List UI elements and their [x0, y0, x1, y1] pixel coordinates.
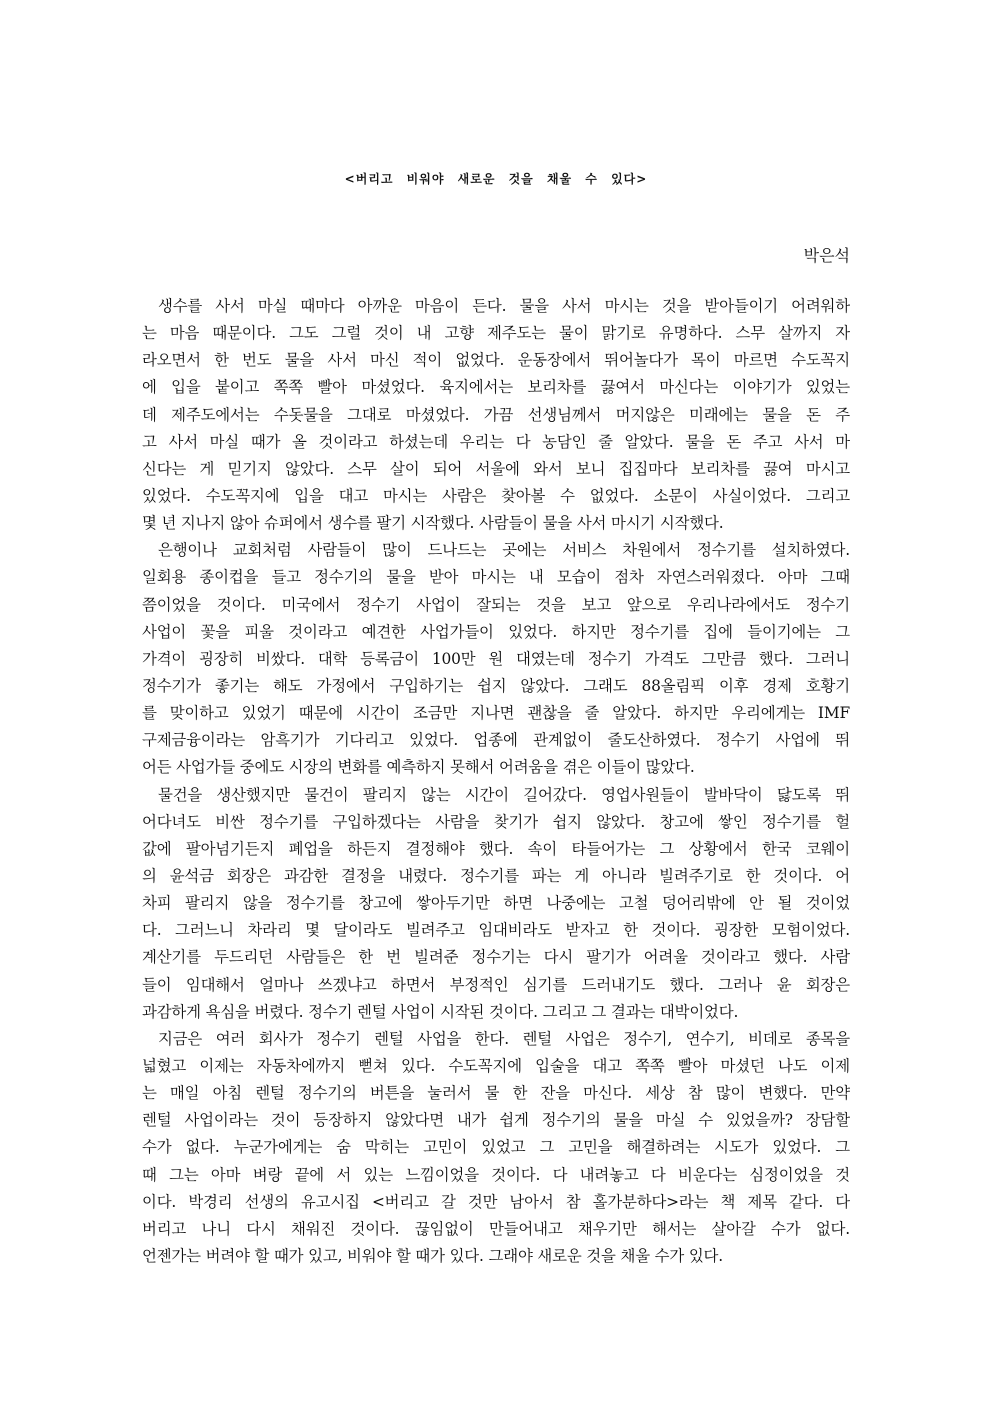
text-line: 지금은 여러 회사가 정수기 렌털 사업을 한다. 렌털 사업은 정수기, 연수기, 비데로 종목을	[158, 1029, 850, 1048]
text-line: 어든 사업가들 중에도 시장의 변화를 예측하지 못해서 어려움을 겪은 이들이 많았다.	[142, 758, 695, 777]
essay-body	[142, 293, 850, 1270]
paragraph	[142, 1026, 850, 1270]
text-line: 넓혔고 이제는 자동차에까지 뻗쳐 있다. 수도꼭지에 입술을 대고 쪽쪽 빨아 마셨던 나도 이제	[142, 1056, 850, 1075]
text-line: 차피 팔리지 않을 정수기를 창고에 쌓아두기만 하면 나중에는 고철 덩어리밖에 안 될 것이었	[142, 894, 850, 913]
text-line: 데 제주도에서는 수돗물을 그대로 마셨었다. 가끔 선생님께서 머지않은 미래에는 물을 돈 주	[142, 405, 850, 424]
text-line: 수가 없다. 누군가에게는 숨 막히는 고민이 있었고 그 고민을 해결하려는 시도가 있었다. 그	[142, 1138, 850, 1157]
text-line: 계산기를 두드리던 사람들은 한 번 빌려준 정수기는 다시 팔기가 어려울 것이라고 했다. 사람	[142, 948, 850, 967]
text-line: 이다. 박경리 선생의 유고시집 <버리고 갈 것만 남아서 참 홀가분하다>라는 책 제목 같다. 다	[142, 1192, 850, 1211]
text-line: 에 입을 붙이고 쪽쪽 빨아 마셨었다. 육지에서는 보리차를 끓여서 마신다는 이야기가 있었는	[142, 378, 850, 397]
author-name: 박은석	[803, 246, 850, 265]
text-line: 라오면서 한 번도 물을 사서 마신 적이 없었다. 운동장에서 뛰어놀다가 목이 마르면 수도꼭지	[142, 351, 850, 370]
text-line: 정수기가 좋기는 해도 가정에서 구입하기는 쉽지 않았다. 그래도 88올림픽 이후 경제 호황기	[142, 676, 850, 695]
text-line: 있었다. 수도꼭지에 입을 대고 마시는 사람은 찾아볼 수 없었다. 소문이 사실이었다. 그리고	[142, 486, 850, 505]
text-line: 은행이나 교회처럼 사람들이 많이 드나드는 곳에는 서비스 차원에서 정수기를 설치하였다.	[158, 541, 850, 560]
text-line: 물건을 생산했지만 물건이 팔리지 않는 시간이 길어갔다. 영업사원들이 발바닥이 닳도록 뛰	[158, 785, 850, 804]
page-title: <버리고 비워야 새로운 것을 채울 수 있다>	[344, 172, 648, 186]
paragraph	[142, 782, 850, 1026]
text-line: 생수를 사서 마실 때마다 아까운 마음이 든다. 물을 사서 마시는 것을 받아들이기 어려워하	[158, 297, 850, 315]
text-line: 쯤이었을 것이다. 미국에서 정수기 사업이 잘되는 것을 보고 앞으로 우리나라에서도 정수기	[142, 595, 850, 614]
text-line: 가격이 굉장히 비쌌다. 대학 등록금이 100만 원 대였는데 정수기 가격도 그만큼 했다. 그러니	[142, 649, 850, 668]
text-line: 때 그는 아마 벼랑 끝에 서 있는 느낌이었을 것이다. 다 내려놓고 다 비운다는 심정이었을 것	[142, 1165, 850, 1184]
text-line: 언젠가는 버려야 할 때가 있고, 비워야 할 때가 있다. 그래야 새로운 것을 채울 수가 있다.	[142, 1246, 724, 1265]
text-line: 고 사서 마실 때가 올 것이라고 하셨는데 우리는 다 농담인 줄 알았다. 물을 돈 주고 사서 마	[142, 432, 850, 451]
text-line: 일회용 종이컵을 들고 정수기의 물을 받아 마시는 내 모습이 점차 자연스러워졌다. 아마 그때	[142, 568, 850, 587]
text-line: 사업이 꽃을 피울 것이라고 예견한 사업가들이 있었다. 하지만 정수기를 집에 들이기에는 그	[142, 622, 850, 641]
text-line: 몇 년 지나지 않아 슈퍼에서 생수를 팔기 시작했다. 사람들이 물을 사서 마시기 시작했다.	[142, 514, 724, 533]
text-line: 렌털 사업이라는 것이 등장하지 않았다면 내가 쉽게 정수기의 물을 마실 수 있었을까? 장담할	[142, 1111, 850, 1130]
text-line: 다. 그러느니 차라리 몇 달이라도 빌려주고 임대비라도 받자고 한 것이다. 굉장한 모험이었다.	[142, 921, 850, 940]
text-line: 버리고 나니 다시 채워진 것이다. 끊임없이 만들어내고 채우기만 해서는 살아갈 수가 없다.	[142, 1219, 850, 1238]
text-line: 들이 임대해서 얼마나 쓰겠냐고 하면서 부정적인 심기를 드러내기도 했다. 그러나 윤 회장은	[142, 975, 850, 994]
text-line: 는 마음 때문이다. 그도 그럴 것이 내 고향 제주도는 물이 맑기로 유명하다. 스무 살까지 자	[142, 324, 850, 343]
text-line: 과감하게 욕심을 버렸다. 정수기 렌털 사업이 시작된 것이다. 그리고 그 결과는 대박이었다.	[142, 1002, 739, 1021]
paragraph	[142, 293, 850, 537]
text-line: 구제금융이라는 암흑기가 기다리고 있었다. 업종에 관계없이 줄도산하였다. 정수기 사업에 뛰	[142, 731, 850, 750]
text-line: 를 맞이하고 있었기 때문에 시간이 조금만 지나면 괜찮을 줄 알았다. 하지만 우리에게는 IMF	[142, 704, 850, 723]
text-line: 값에 팔아넘기든지 폐업을 하든지 결정해야 했다. 속이 타들어가는 그 상황에서 한국 코웨이	[142, 839, 850, 858]
text-line: 신다는 게 믿기지 않았다. 스무 살이 되어 서울에 와서 보니 집집마다 보리차를 끓여 마시고	[142, 459, 850, 478]
paragraph	[142, 537, 850, 781]
text-line: 의 윤석금 회장은 과감한 결정을 내렸다. 정수기를 파는 게 아니라 빌려주기로 한 것이다. 어	[142, 866, 850, 885]
text-line: 는 매일 아침 렌털 정수기의 버튼을 눌러서 물 한 잔을 마신다. 세상 참 많이 변했다. 만약	[142, 1084, 850, 1103]
text-line: 어다녀도 비싼 정수기를 구입하겠다는 사람을 찾기가 쉽지 않았다. 창고에 쌓인 정수기를 헐	[142, 812, 850, 831]
